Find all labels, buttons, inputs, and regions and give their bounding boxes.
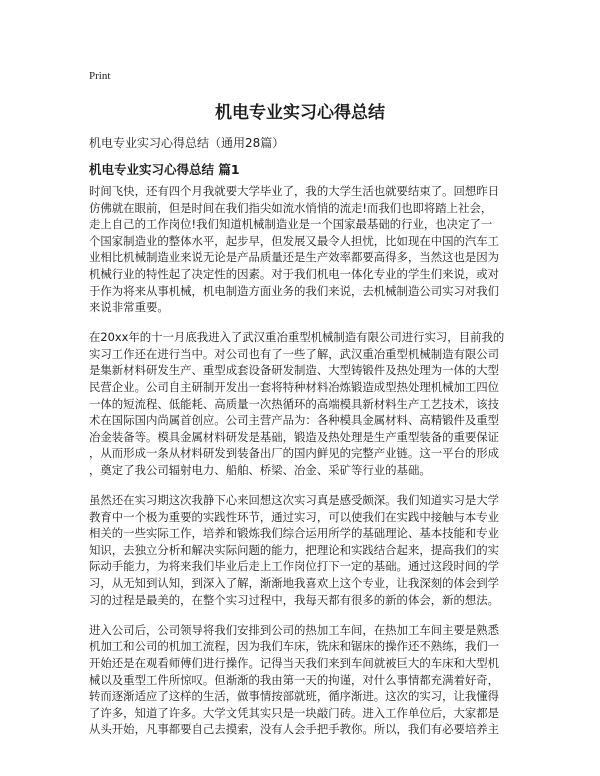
text-line: 实习工作还在进行当中。对公司也有了一些了解，武汉重冶重型机械制造有限公司 [89, 346, 500, 361]
page-title: 机电专业实习心得总结 [215, 103, 385, 123]
text-line: 是集新材料研发生产、重型成套设备研发制造、大型铸锻件及热处理为一体的大型 [89, 363, 500, 378]
text-line: 机械行业的特性起了决定性的因素。对于我们机电一体化专业的学生们来说，或对 [89, 266, 500, 281]
text-line: 机加工和公司的机加工流程，因为我们车床，铣床和锯床的操作还不熟练，我们一 [89, 639, 500, 654]
text-line: 业相比机械制造业来说无论是产品质量还是生产效率都要高得多，当然这也是因为 [89, 250, 500, 265]
text-line: 时间飞快，还有四个月我就要大学毕业了，我的大学生活也就要结束了。回想昨日 [89, 184, 500, 198]
text-line: 习的过程是最美的，在整个实习过程中，我每天都有很多的新的体会，新的想法。 [89, 592, 500, 607]
text-line: 来说非常重要。 [89, 300, 169, 315]
text-line: 在20xx年的十一月底我进入了武汉重冶重型机械制造有限公司进行实习，目前我的 [89, 330, 505, 345]
text-line: 相关的一些实际工作，培养和锻炼我们综合运用所学的基础理论、基本技能和专业 [89, 526, 500, 541]
text-line: 民营企业。公司自主研制开发出一套将特种材料冶炼锻造成型热处理机械加工四位 [89, 380, 500, 395]
text-line: 个国家制造业的整体水平，起步早，但发展又最令人担忧，比如现在中国的汽车工 [89, 233, 500, 248]
text-line: 了许多，知道了许多。大学文凭其实只是一块敲门砖。进入工作单位后，大家都是 [89, 705, 500, 720]
document-subtitle: 机电专业实习心得总结（通用28篇） [89, 136, 285, 150]
text-line: 于作为将来从事机械，机电制造方面业务的我们来说，去机械制造公司实习对我们 [89, 283, 500, 298]
text-line: ，从而形成一条从材料研发到装备出厂的国内鲜见的完整产业链。这一平台的形成 [89, 446, 500, 461]
text-line: 转而逐渐适应了这样的生活，做事情按部就班，循序渐进。这次的实习，让我懂得 [89, 689, 500, 704]
text-line: 走上自己的工作岗位!我们知道机械制造业是一个国家最基础的行业，也决定了一 [89, 217, 493, 232]
article-body [89, 183, 514, 751]
paragraph-1 [89, 183, 514, 316]
text-line: 习，从无知到认知，到深入了解，渐渐地我喜欢上这个专业，让我深刻的体会到学 [89, 576, 500, 591]
paragraph-4 [89, 622, 514, 738]
text-line: 仿佛就在眼前，但是时间在我们指尖如流水悄悄的流走!而我们也即将踏上社会， [89, 200, 493, 215]
paragraph-3 [89, 492, 514, 608]
text-line: 开始还是在观看师傅们进行操作。记得当天我们来到车间就被巨大的车床和大型机 [89, 655, 500, 670]
text-line: 一体的短流程、低能耗、高质量一次热循环的高端模具新材料生产工艺技术，该技 [89, 396, 500, 411]
paragraph-2 [89, 329, 514, 478]
section-heading: 机电专业实习心得总结 篇1 [89, 162, 240, 177]
text-line: 从头开始，凡事都要自己去摸索，没有人会手把手教你。所以，我们有必要培养主 [89, 722, 500, 737]
text-line: 术在国际国内尚属首创应。公司主营产品为：各种模具金属材料、高精锻件及重型 [89, 413, 500, 428]
text-line: 教育中一个极为重要的实践性环节，通过实习，可以使我们在实践中接触与本专业 [89, 509, 500, 524]
text-line: 械以及重型工件所惊叹。但渐渐的我由第一天的拘谨，对什么事情都充满着好奇， [89, 672, 500, 687]
text-line: 知识，去独立分析和解决实际问题的能力，把理论和实践结合起来，提高我们的实 [89, 542, 500, 557]
print-link[interactable]: Print [89, 70, 111, 82]
text-line: 际动手能力，为将来我们毕业后走上工作岗位打下一定的基础。通过这段时间的学 [89, 559, 500, 574]
text-line: 进入公司后，公司领导将我们安排到公司的热加工车间，在热加工车间主要是熟悉 [89, 622, 500, 637]
text-line: 冶金装备等。模具金属材料研发是基础，锻造及热处理是生产重型装备的重要保证 [89, 429, 500, 444]
text-line: 虽然还在实习期这次我静下心来回想这次实习真是感受颇深。我们知道实习是大学 [89, 493, 500, 508]
text-line: ，奠定了我公司辐射电力、船舶、桥梁、冶金、采矿等行业的基础。 [89, 463, 431, 477]
